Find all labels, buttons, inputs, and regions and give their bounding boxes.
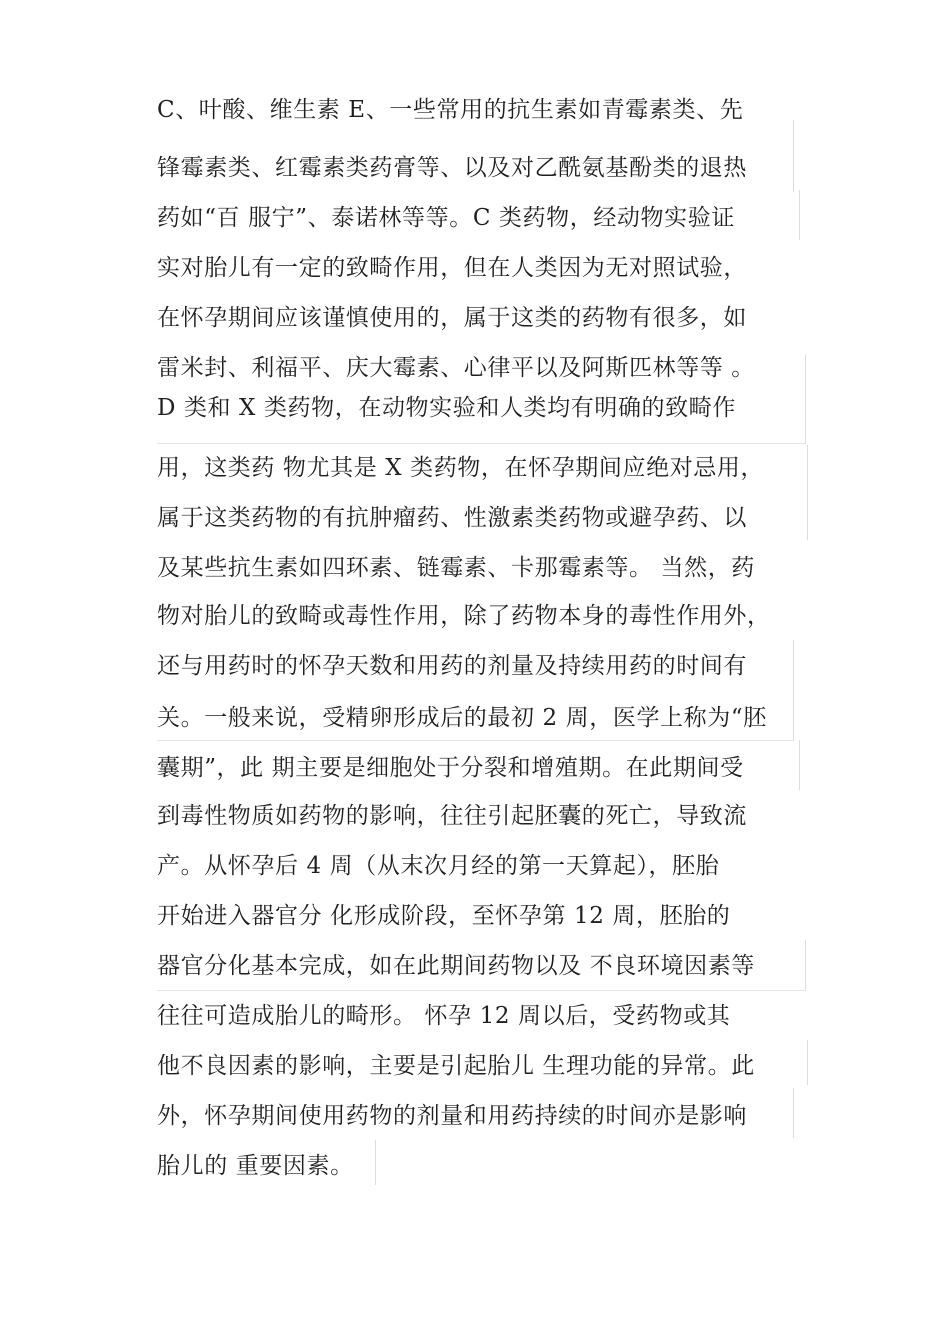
text-line: 物对胎儿的致畸或毒性作用，除了药物本身的毒性作用外， — [157, 603, 771, 629]
text-line: 产。从怀孕后 4 周（从末次月经的第一天算起），胚胎 — [157, 853, 720, 879]
text-line: 用，这类药 物尤其是 X 类药物，在怀孕期间应绝对忌用， — [157, 455, 765, 481]
text-line: 雷米封、利福平、庆大霉素、心律平以及阿斯匹林等等 。 — [157, 355, 755, 381]
text-line: 胎儿的 重要因素。 — [157, 1153, 354, 1179]
text-line: 药如“百 服宁”、泰诺林等等。C 类药物，经动物实验证 — [157, 205, 735, 231]
text-line: 属于这类药物的有抗肿瘤药、性激素类药物或避孕药、以 — [157, 505, 747, 531]
text-line: 实对胎儿有一定的致畸作用，但在人类因为无对照试验， — [157, 255, 747, 281]
text-line: 及某些抗生素如四环素、链霉素、卡那霉素等。 当然，药 — [157, 555, 755, 581]
text-line: 到毒性物质如药物的影响，往往引起胚囊的死亡，导致流 — [157, 803, 747, 829]
text-line: C、叶酸、维生素 E、一些常用的抗生素如青霉素类、先 — [157, 97, 744, 123]
text-line: 器官分化基本完成，如在此期间药物以及 不良环境因素等 — [157, 953, 755, 979]
text-line: 在怀孕期间应该谨慎使用的，属于这类的药物有很多，如 — [157, 305, 747, 331]
text-line: 还与用药时的怀孕天数和用药的剂量及持续用药的时间有 — [157, 653, 747, 679]
text-line: 囊期”，此 期主要是细胞处于分裂和增殖期。在此期间受 — [157, 755, 744, 781]
text-line: 他不良因素的影响，主要是引起胎儿 生理功能的异常。此 — [157, 1053, 755, 1079]
text-line: 开始进入器官分 化形成阶段，至怀孕第 12 周，胚胎的 — [157, 903, 731, 929]
text-line: 外，怀孕期间使用药物的剂量和用药持续的时间亦是影响 — [157, 1103, 747, 1129]
text-line: D 类和 X 类药物，在动物实验和人类均有明确的致畸作 — [157, 395, 736, 421]
text-line: 锋霉素类、红霉素类药膏等、以及对乙酰氨基酚类的退热 — [157, 155, 747, 181]
text-line: 关。一般来说，受精卵形成后的最初 2 周，医学上称为“胚 — [157, 705, 767, 731]
text-line: 往往可造成胎儿的畸形。 怀孕 12 周以后，受药物或其 — [157, 1003, 731, 1029]
